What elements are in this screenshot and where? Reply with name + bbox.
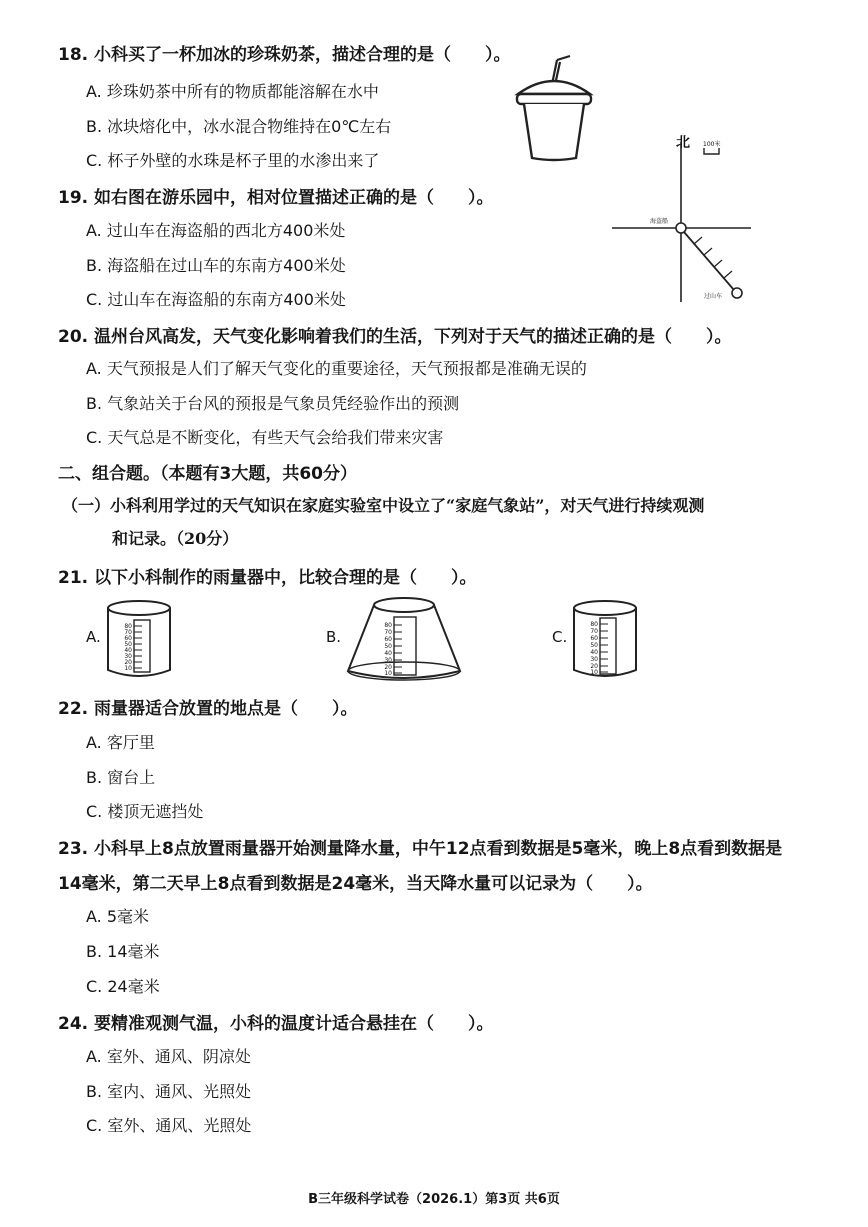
gauge-a-tick-50: 50 <box>124 641 132 648</box>
gauge-c-tick-40: 40 <box>590 649 598 656</box>
question-19-option-c: C. 过山车在海盗船的东南方400米处 <box>86 290 346 309</box>
question-20-option-a: A. 天气预报是人们了解天气变化的重要途径，天气预报都是准确无误的 <box>86 359 587 378</box>
north-label: 北 <box>676 135 690 151</box>
question-24-option-c: C. 室外、通风、光照处 <box>86 1116 252 1135</box>
question-19-stem: 19. 如右图在游乐园中，相对位置描述正确的是（ ）。 <box>58 188 494 208</box>
scale-bar-icon <box>704 148 719 154</box>
milk-tea-cup-icon <box>512 50 597 165</box>
amusement-park-map <box>606 128 756 308</box>
question-18-option-a: A. 珍珠奶茶中所有的物质都能溶解在水中 <box>86 82 379 101</box>
gauge-a-tick-20: 20 <box>124 659 132 666</box>
rain-gauge-a <box>104 598 174 683</box>
gauge-c-tick-50: 50 <box>590 642 598 649</box>
gauge-a-tick-40: 40 <box>124 647 132 654</box>
question-22-option-a: A. 客厅里 <box>86 733 155 752</box>
target-label: 过山车 <box>704 293 723 300</box>
question-21-stem: 21. 以下小科制作的雨量器中，比较合理的是（ ）。 <box>58 568 477 588</box>
gauge-c-tick-10: 10 <box>590 669 598 676</box>
gauge-a-tick-80: 80 <box>124 623 132 630</box>
pirate-ship-marker <box>676 223 686 233</box>
question-22-stem: 22. 雨量器适合放置的地点是（ ）。 <box>58 699 358 719</box>
question-20-option-b: B. 气象站关于台风的预报是气象员凭经验作出的预测 <box>86 394 460 413</box>
gauge-b-tick-60: 60 <box>384 636 392 643</box>
gauge-b-tick-50: 50 <box>384 643 392 650</box>
question-18-stem: 18. 小科买了一杯加冰的珍珠奶茶，描述合理的是（ ）。 <box>58 45 511 65</box>
gauge-b-tick-40: 40 <box>384 650 392 657</box>
question-20-option-c: C. 天气总是不断变化，有些天气会给我们带来灾害 <box>86 428 444 447</box>
gauge-b-tick-10: 10 <box>384 670 392 677</box>
question-18-option-b: B. 冰块熔化中，冰水混合物维持在0℃左右 <box>86 117 392 136</box>
gauge-a-tick-60: 60 <box>124 635 132 642</box>
gauge-b-tick-80: 80 <box>384 622 392 629</box>
gauge-b-tick-30: 30 <box>384 657 392 664</box>
gauge-c-tick-60: 60 <box>590 635 598 642</box>
gauge-a-tick-10: 10 <box>124 665 132 672</box>
question-24-stem: 24. 要精准观测气温，小科的温度计适合悬挂在（ ）。 <box>58 1014 494 1034</box>
gauge-b-tick-70: 70 <box>384 629 392 636</box>
origin-label: 海盗船 <box>650 218 669 225</box>
question-19-option-b: B. 海盗船在过山车的东南方400米处 <box>86 256 346 275</box>
question-24-option-b: B. 室内、通风、光照处 <box>86 1082 252 1101</box>
question-18-option-c: C. 杯子外壁的水珠是杯子里的水渗出来了 <box>86 151 380 170</box>
rain-gauge-b <box>344 595 464 687</box>
question-23-stem-line2: 14毫米，第二天早上8点看到数据是24毫米，当天降水量可以记录为（ ）。 <box>58 874 653 894</box>
rain-gauge-c <box>570 598 640 683</box>
gauge-a-label: A. <box>86 628 101 646</box>
roller-coaster-marker <box>732 288 742 298</box>
question-23-stem-line1: 23. 小科早上8点放置雨量器开始测量降水量，中午12点看到数据是5毫米，晚上8点看到数据是 <box>58 839 783 859</box>
gauge-c-tick-70: 70 <box>590 628 598 635</box>
part-1-intro-line1: （一）小科利用学过的天气知识在家庭实验室中设立了“家庭气象站”，对天气进行持续观测 <box>62 496 705 515</box>
question-23-option-a: A. 5毫米 <box>86 907 150 926</box>
gauge-c-tick-20: 20 <box>590 663 598 670</box>
question-22-option-c: C. 楼顶无遮挡处 <box>86 802 204 821</box>
question-23-option-b: B. 14毫米 <box>86 942 160 961</box>
gauge-a-tick-30: 30 <box>124 653 132 660</box>
gauge-c-tick-80: 80 <box>590 621 598 628</box>
gauge-b-label: B. <box>326 628 342 646</box>
section-2-title: 二、组合题。（本题有3大题，共60分） <box>58 464 357 484</box>
scale-label: 100米 <box>703 141 721 148</box>
question-24-option-a: A. 室外、通风、阴凉处 <box>86 1047 251 1066</box>
question-19-option-a: A. 过山车在海盗船的西北方400米处 <box>86 221 346 240</box>
question-23-option-c: C. 24毫米 <box>86 977 160 996</box>
gauge-c-tick-30: 30 <box>590 656 598 663</box>
part-1-intro-line2: 和记录。（20分） <box>112 529 239 548</box>
gauge-a-tick-70: 70 <box>124 629 132 636</box>
gauge-b-tick-20: 20 <box>384 664 392 671</box>
gauge-c-label: C. <box>552 628 568 646</box>
question-22-option-b: B. 窗台上 <box>86 768 156 787</box>
question-20-stem: 20. 温州台风高发，天气变化影响着我们的生活，下列对于天气的描述正确的是（ ）。 <box>58 327 732 347</box>
page-footer: B三年级科学试卷（2026.1）第3页 共6页 <box>308 1192 560 1207</box>
